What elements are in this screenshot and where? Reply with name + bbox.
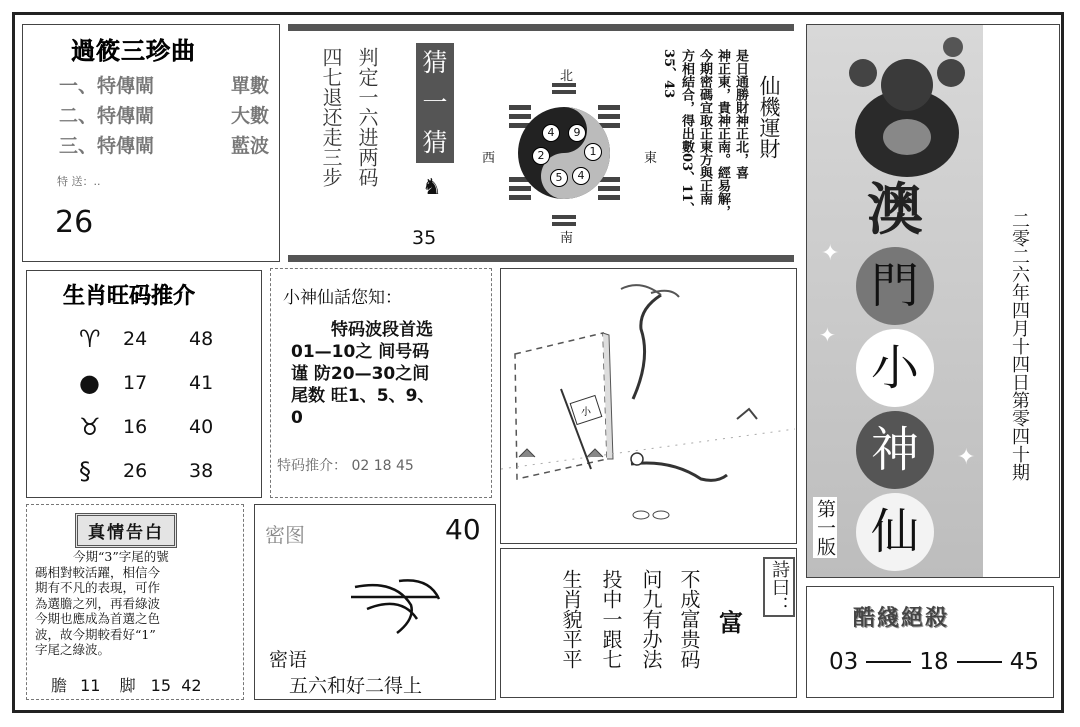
masthead-char: 門 (856, 247, 934, 325)
zodiac-row (79, 449, 249, 493)
svg-text:小: 小 (581, 407, 591, 418)
confession-panel (26, 504, 244, 700)
secret-phrase: 五六和好二得上 (289, 675, 423, 697)
winloss-row-label: 三、特傳閘 (59, 135, 155, 157)
zodiac-row (79, 317, 249, 361)
confession-line: 期有不凡的表現，可作 (35, 580, 161, 595)
fortune-col: 是日通勝財神正北，喜 (733, 49, 748, 179)
secret-phrase-label: 密语 (269, 649, 308, 671)
zodiac-number: 17 (123, 372, 148, 394)
zodiac-number: 41 (189, 372, 214, 394)
killshot-title: 酷綫絕殺 (853, 606, 950, 631)
dir-south: 南 (560, 231, 574, 246)
tip-line: 谨 防20—30之间 (291, 364, 430, 384)
winloss-title: 過筱三珍曲 (71, 37, 196, 65)
guess-char: 猜 (422, 128, 448, 157)
confession-line: 碼相對較活躍，相信今 (35, 564, 161, 580)
dir-east: 東 (644, 151, 658, 166)
winloss-row (59, 101, 269, 131)
killshot-number: 45 (1009, 649, 1039, 675)
fortune-col: 方相結合，得出數03、11、 (679, 49, 694, 216)
bagua-digit: 4 (542, 124, 560, 142)
fortune-col: 35、43 (661, 49, 676, 99)
poem-col: 不成富贵码 (677, 569, 701, 669)
masthead-char: 小 (856, 329, 934, 407)
winloss-row (59, 131, 269, 161)
poem-col: 生肖貌平平 (559, 569, 583, 669)
edition-label: 第一版 (814, 499, 836, 556)
zodiac-row (79, 361, 249, 405)
dir-west: 西 (482, 151, 496, 166)
poem-rich: 富 (719, 609, 743, 637)
masthead-date: 二零二六年四月十四日第零四十期 (1009, 211, 1030, 481)
zodiac-number: 48 (189, 328, 214, 350)
masthead-char: 澳 (867, 178, 923, 243)
dash-divider (866, 661, 911, 663)
killshot-number: 03 (829, 649, 859, 675)
masthead-title (847, 175, 943, 575)
guess-char: 一 (422, 88, 448, 117)
tip-line: 01—10之 间号码 (291, 342, 430, 362)
confession-line: 字尾之綠波。 (35, 642, 111, 657)
killshot-numbers (829, 649, 1039, 675)
winloss-row-value: 藍波 (230, 135, 269, 157)
dir-north: 北 (560, 69, 574, 84)
masthead-char: 仙 (856, 493, 934, 571)
killshot-panel (806, 586, 1054, 698)
confession-picks (51, 673, 202, 696)
confession-line: 為選膽之列，再看綠波 (35, 595, 161, 611)
zodiac-number: 38 (189, 460, 214, 482)
guess-col-2: 四七退还走三步 (319, 47, 343, 187)
fortune-title: 仙機運財 (757, 75, 781, 159)
fortune-col: 神正東，貴神正南。經易解， (715, 49, 730, 218)
winloss-row (59, 71, 269, 101)
tip-line: 0 (291, 408, 303, 428)
bagua-digit: 4 (572, 167, 590, 185)
tip-line: 特码波段首选 (331, 320, 433, 340)
guess-panel (288, 24, 794, 262)
winloss-row-label: 一、特傳閘 (59, 75, 155, 97)
winloss-panel (22, 24, 280, 262)
guess-figure-icon: ♞ (422, 175, 442, 200)
cartoon-panel (500, 268, 797, 544)
rat-icon: ● (79, 369, 100, 397)
masthead-char: 神 (856, 411, 934, 489)
winloss-row-value: 大數 (230, 105, 269, 127)
dan-value: 11 (80, 676, 101, 695)
ox-icon: ♉ (79, 413, 101, 441)
poem-col: 投中一跟七 (599, 569, 623, 669)
guess-char: 猜 (422, 48, 448, 77)
winloss-rows (59, 71, 269, 161)
zodiac-number: 24 (123, 328, 148, 350)
tip-line: 尾数 旺1、5、9、 (291, 386, 435, 406)
tip-rec-label: 特码推介： (277, 458, 347, 474)
confession-line: 今期也應成為首選之色 (35, 611, 161, 626)
killshot-number: 18 (919, 649, 949, 675)
tip-rec (277, 455, 414, 475)
dash-divider (957, 661, 1002, 663)
zodiac-number: 16 (123, 416, 148, 438)
masthead-panel (806, 24, 1060, 578)
winloss-send-label: 特 送：.. (57, 175, 101, 188)
secret-label: 密图 (265, 523, 305, 547)
sparkle-icon: ✦ (957, 445, 976, 470)
cartoon-illustration (501, 269, 795, 541)
confession-line: 今期“3”字尾的號 (73, 549, 169, 564)
zodiac-rows (79, 317, 249, 493)
secret-sketch-icon (341, 569, 451, 639)
zodiac-number: 40 (189, 416, 214, 438)
winloss-number: 26 (55, 205, 94, 240)
tip-panel (270, 268, 492, 498)
confession-body (35, 549, 241, 658)
tip-body (291, 319, 491, 429)
zodiac-title: 生肖旺码推介 (63, 284, 196, 309)
winloss-row-label: 二、特傳閘 (59, 105, 155, 127)
tip-rec-numbers: 02 18 45 (351, 458, 414, 474)
guess-char-box (416, 43, 454, 163)
zodiac-row (79, 405, 249, 449)
guess-number: 35 (412, 227, 437, 249)
dan-label: 膽 (51, 676, 68, 695)
bagua-icon (494, 65, 634, 235)
zodiac-panel (26, 270, 262, 498)
secret-panel (254, 504, 496, 700)
laughing-buddha-icon (837, 33, 977, 193)
jiao-values: 15 42 (150, 676, 202, 695)
poem-tag: 詩曰： (763, 557, 795, 617)
sparkle-icon: ✦ (819, 323, 836, 347)
winloss-row-value: 單數 (230, 75, 269, 97)
tip-title: 小神仙話您知： (283, 288, 402, 308)
guess-col-1: 判定一六进两码 (355, 47, 379, 187)
sparkle-icon: ✦ (821, 241, 840, 266)
jiao-label: 脚 (119, 676, 136, 695)
poem-panel (500, 548, 797, 698)
zodiac-number: 26 (123, 460, 148, 482)
secret-number: 40 (445, 513, 481, 546)
goat-icon: ♈ (79, 325, 101, 353)
bagua-digit: 2 (532, 147, 550, 165)
bagua-digit: 9 (568, 124, 586, 142)
confession-title: 真情告白 (75, 513, 177, 548)
fortune-col: 今期密碼宜取正東方與正南 (697, 49, 712, 205)
snake-icon: § (79, 457, 91, 485)
poem-col: 问九有办法 (639, 569, 663, 669)
bagua-digit: 1 (584, 143, 602, 161)
bagua-digit: 5 (550, 169, 568, 187)
confession-line: 波，故今期較看好“1” (35, 626, 156, 642)
